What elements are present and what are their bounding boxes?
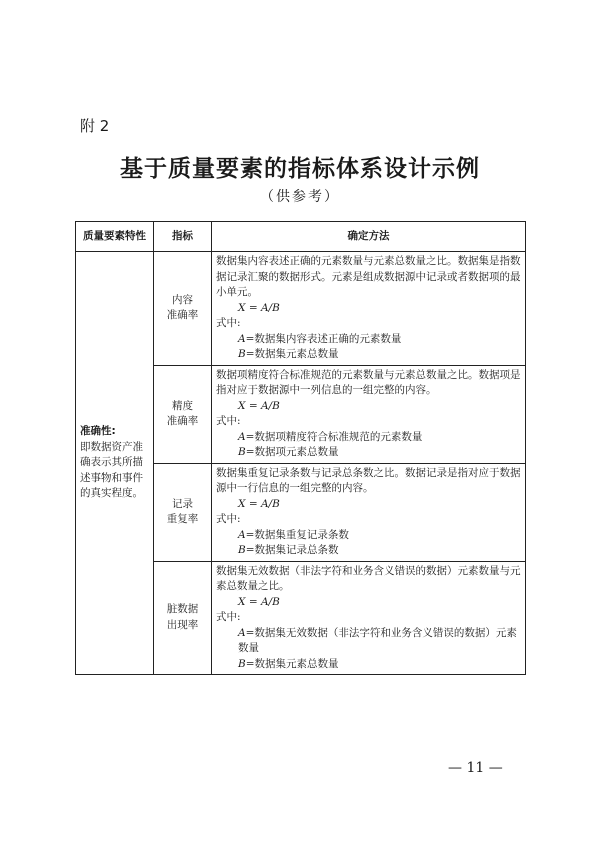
method-where: 式中:: [216, 415, 241, 427]
indicator-name-line1: 内容: [172, 293, 193, 306]
var-a-symbol: A: [238, 332, 246, 345]
var-b-symbol: B: [238, 446, 246, 458]
var-a-symbol: A: [238, 626, 246, 639]
method-cell: [212, 463, 526, 561]
indicator-name-line2: 重复率: [166, 513, 199, 525]
indicator-name-line2: 出现率: [166, 618, 199, 631]
method-formula: X = A/B: [238, 497, 280, 510]
method-cell: [212, 252, 526, 366]
table-row: [76, 252, 526, 366]
method-description: 数据集内容表述正确的元素数量与元素总数量之比。数据集是指数据记录汇聚的数据形式。元素是组成数据源中记录或者数据项的最小单元。: [216, 255, 521, 298]
method-var-a: [216, 528, 521, 544]
var-a-definition: =数据集无效数据（非法字符和业务含义错误的数据）元素数量: [238, 626, 517, 654]
table-header-row: [76, 222, 526, 252]
attribute-description: 即数据资产准确表示其所描述事物和事件的真实程度。: [80, 440, 143, 500]
method-description: 数据集无效数据（非法字符和业务含义错误的数据）元素数量与元素总数量之比。: [216, 564, 521, 592]
var-a-definition: =数据集内容表述正确的元素数量: [245, 332, 402, 345]
method-description: 数据集重复记录条数与记录总条数之比。数据记录是指对应于数据源中一行信息的一组完整的内容。: [216, 466, 521, 494]
method-where: 式中:: [216, 317, 241, 329]
method-var-b: [216, 543, 521, 559]
indicator-cell: [154, 463, 212, 561]
method-var-a: [216, 626, 521, 657]
indicator-name-line2: 准确率: [166, 415, 199, 427]
var-a-symbol: A: [238, 528, 246, 541]
method-where: 式中:: [216, 611, 241, 623]
method-formula: X = A/B: [238, 399, 280, 412]
indicator-name-line1: 精度: [172, 399, 193, 412]
method-var-a: [216, 332, 521, 348]
indicator-cell: [154, 365, 212, 463]
var-b-symbol: B: [238, 348, 246, 360]
var-b-definition: =数据集元素总数量: [245, 348, 339, 360]
document-subtitle: （供参考）: [260, 189, 340, 205]
indicator-table: [75, 221, 526, 675]
method-formula: X = A/B: [238, 595, 280, 608]
var-b-definition: =数据集元素总数量: [245, 657, 339, 670]
method-var-b: [216, 347, 521, 363]
indicator-name-line2: 准确率: [166, 309, 199, 322]
method-var-b: [216, 657, 521, 673]
method-formula: X = A/B: [238, 301, 280, 314]
header-indicator: 指标: [154, 222, 212, 252]
page-number: — 11 —: [448, 760, 503, 776]
method-var-a: [216, 430, 521, 446]
annex-label: 附 2: [80, 117, 110, 135]
attribute-cell: [76, 252, 154, 675]
method-description: 数据项精度符合标准规范的元素数量与元素总数量之比。数据项是指对应于数据源中一列信息的一组完整的内容。: [216, 368, 521, 396]
header-attribute: 质量要素特性: [76, 222, 154, 252]
header-method: 确定方法: [212, 222, 526, 252]
method-where: 式中:: [216, 513, 241, 525]
var-b-definition: =数据项元素总数量: [245, 446, 339, 458]
var-a-symbol: A: [238, 430, 246, 443]
attribute-heading: 准确性:: [80, 425, 116, 438]
indicator-cell: [154, 561, 212, 675]
var-b-definition: =数据集记录总条数: [245, 544, 339, 556]
method-var-b: [216, 445, 521, 461]
var-a-definition: =数据集重复记录条数: [245, 528, 349, 541]
var-b-symbol: B: [238, 657, 246, 670]
method-cell: [212, 365, 526, 463]
indicator-name-line1: 记录: [172, 497, 193, 510]
method-cell: [212, 561, 526, 675]
indicator-cell: [154, 252, 212, 366]
var-a-definition: =数据项精度符合标准规范的元素数量: [245, 430, 423, 443]
indicator-name-line1: 脏数据: [166, 603, 199, 616]
var-b-symbol: B: [238, 544, 246, 556]
document-title: 基于质量要素的指标体系设计示例: [120, 155, 480, 182]
